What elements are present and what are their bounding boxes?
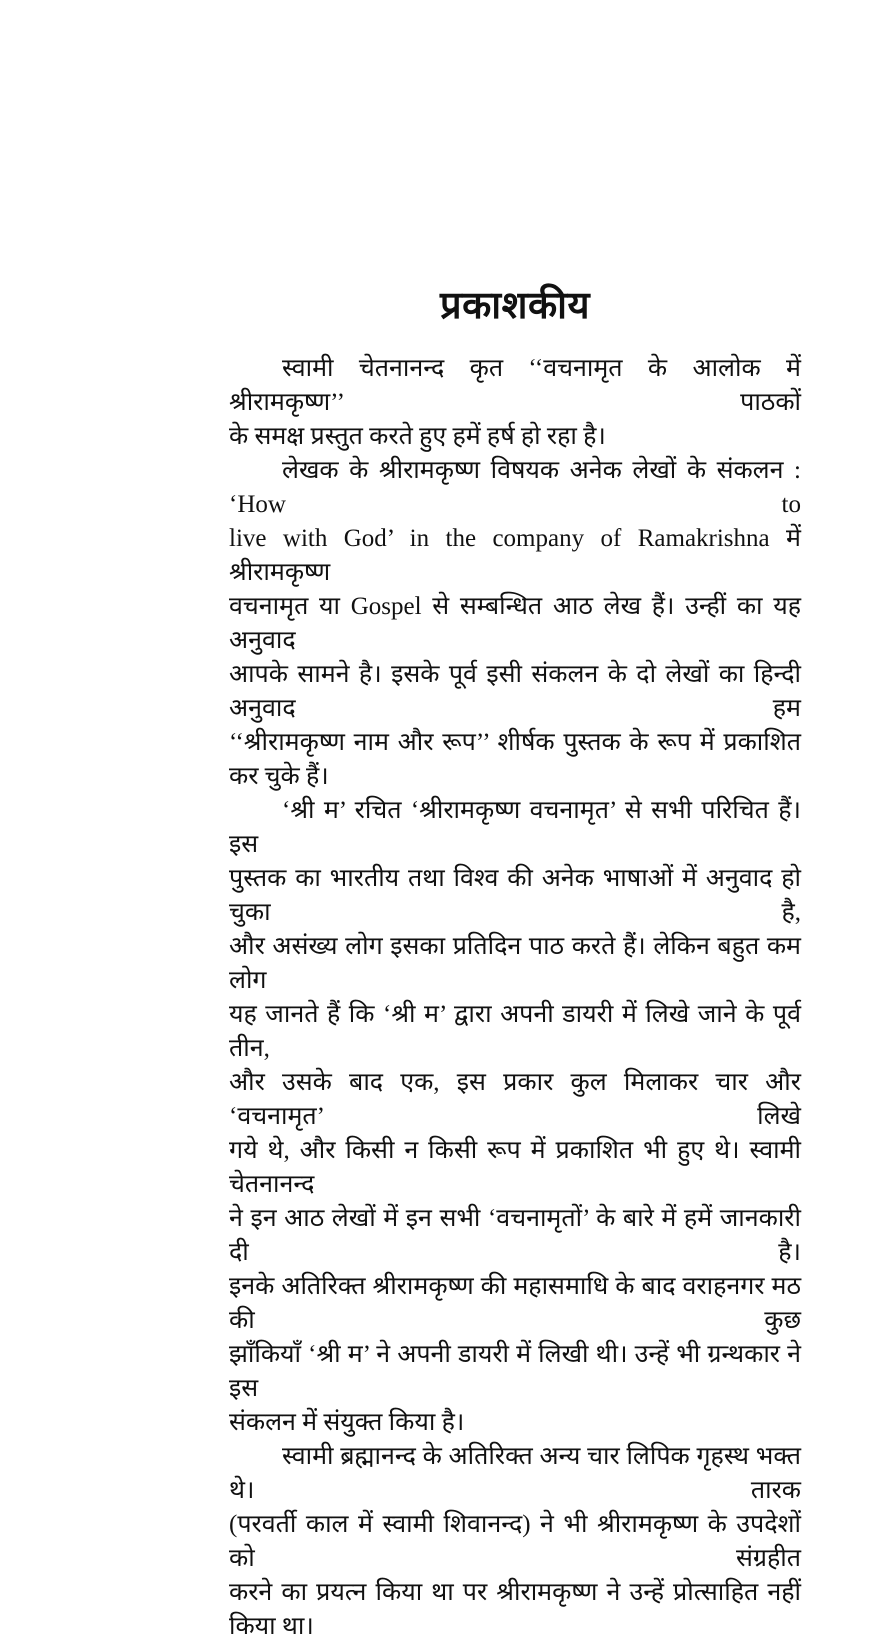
text-line: लेखक के श्रीरामकृष्ण विषयक अनेक लेखों के संकलन : ‘How to	[229, 457, 801, 518]
text-line: ने इन आठ लेखों में इन सभी ‘वचनामृतों’ के बारे में हमें जानकारी दी है।	[229, 1205, 801, 1266]
text-line: live with God’ in the company of Ramakrishna में श्रीरामकृष्ण	[229, 525, 801, 586]
paragraph	[229, 454, 801, 794]
text-line: पुस्तक का भारतीय तथा विश्व की अनेक भाषाओं में अनुवाद हो चुका है,	[229, 865, 801, 926]
text-line: इनके अतिरिक्त श्रीरामकृष्ण की महासमाधि के बाद वराहनगर मठ की कुछ	[229, 1273, 801, 1334]
text-line: स्वामी ब्रह्मानन्द के अतिरिक्त अन्य चार लिपिक गृहस्थ भक्त थे। तारक	[229, 1443, 801, 1504]
paragraph	[229, 352, 801, 454]
page-title: प्रकाशकीय	[439, 285, 591, 327]
text-line: संकलन में संयुक्त किया है।	[229, 1409, 465, 1436]
text-line: करने का प्रयत्न किया था पर श्रीरामकृष्ण ने उन्हें प्रोत्साहित नहीं किया था।	[229, 1579, 801, 1640]
text-line: स्वामी चेतनानन्द कृत ‘‘वचनामृत के आलोक में श्रीरामकृष्ण’’ पाठकों	[229, 355, 801, 416]
text-line: झाँकियाँ ‘श्री म’ ने अपनी डायरी में लिखी थी। उन्हें भी ग्रन्थकार ने इस	[229, 1341, 801, 1402]
body-text	[229, 352, 801, 1644]
text-line: के समक्ष प्रस्तुत करते हुए हमें हर्ष हो रहा है।	[229, 423, 606, 450]
paragraph	[229, 1440, 801, 1644]
text-line: ‘श्री म’ रचित ‘श्रीरामकृष्ण वचनामृत’ से सभी परिचित हैं। इस	[229, 797, 801, 858]
text-line: वचनामृत या Gospel से सम्बन्धित आठ लेख हैं। उन्हीं का यह अनुवाद	[229, 593, 801, 654]
text-line: (परवर्ती काल में स्वामी शिवानन्द) ने भी श्रीरामकृष्ण के उपदेशों को संग्रहीत	[229, 1511, 801, 1572]
paragraph	[229, 794, 801, 1440]
text-line: यह जानते हैं कि ‘श्री म’ द्वारा अपनी डायरी में लिखे जाने के पूर्व तीन,	[229, 1001, 801, 1062]
text-line: गये थे, और किसी न किसी रूप में प्रकाशित भी हुए थे। स्वामी चेतनानन्द	[229, 1137, 801, 1198]
text-line: और उसके बाद एक, इस प्रकार कुल मिलाकर चार और ‘वचनामृत’ लिखे	[229, 1069, 801, 1130]
text-line: ‘‘श्रीरामकृष्ण नाम और रूप’’ शीर्षक पुस्तक के रूप में प्रकाशित कर चुके हैं।	[229, 729, 801, 790]
text-line: और असंख्य लोग इसका प्रतिदिन पाठ करते हैं। लेकिन बहुत कम लोग	[229, 933, 801, 994]
text-block	[229, 283, 801, 1644]
text-line: आपके सामने है। इसके पूर्व इसी संकलन के दो लेखों का हिन्दी अनुवाद हम	[229, 661, 801, 722]
